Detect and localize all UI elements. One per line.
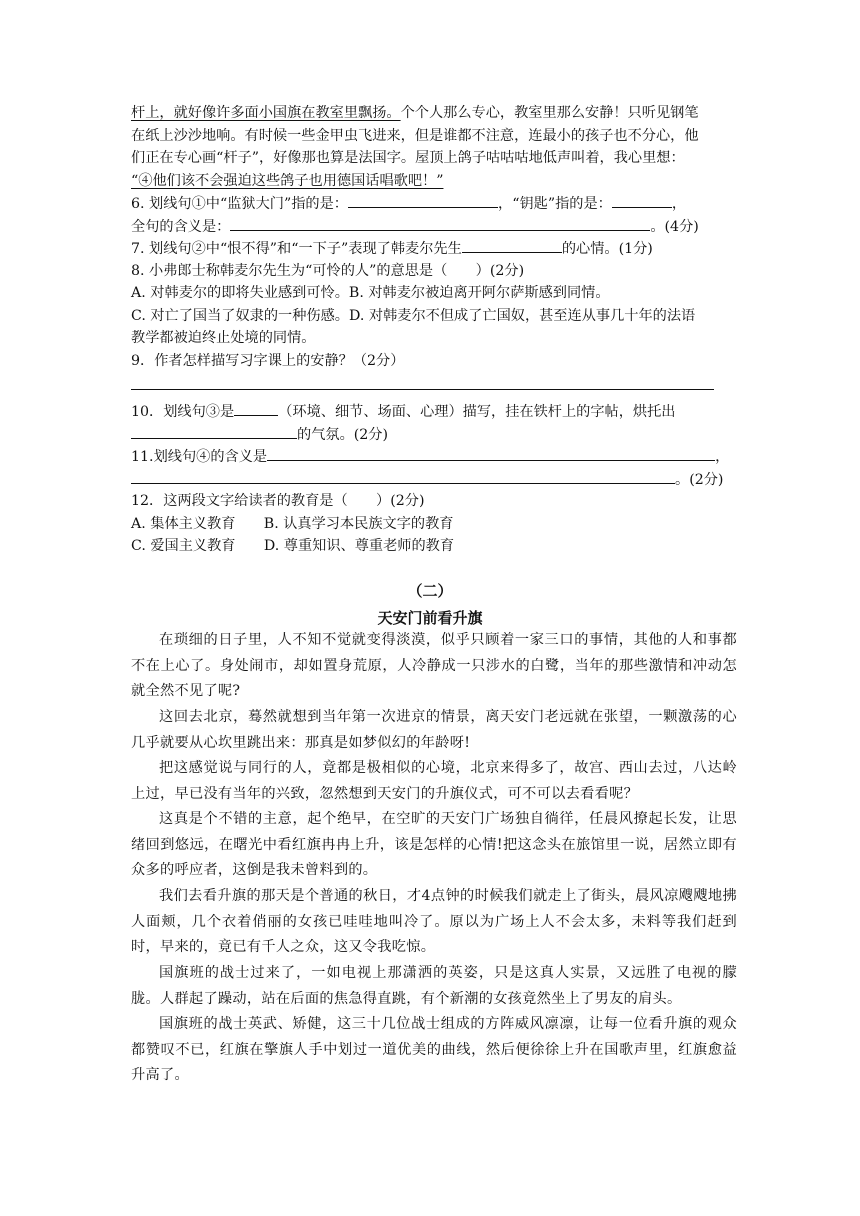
article-title: 天安门前看升旗 xyxy=(377,609,483,627)
question-12-option-cd: C. 爱国主义教育 D. 尊重知识、尊重老师的教育 xyxy=(131,538,455,554)
question-7: 7. 划线句②中“恨不得”和“一下子”表现了韩麦尔先生 的心情。(1分) xyxy=(131,237,731,260)
question-12: 12．这两段文字给读者的教育是（ ）(2分) xyxy=(131,493,425,509)
question-10-cont: 的气氛。(2分) xyxy=(131,423,731,446)
article-paragraph-1: 在琐细的日子里，人不知不觉就变得淡漠，似乎只顾着一家三口的事情，其他的人和事都不在上心了。身处闹市，却如置身荒原，人冷静成一只涉水的白鹭，当年的那些激情和冲动怎就全然不见了呢? xyxy=(131,632,737,700)
passage-tail xyxy=(131,102,731,192)
question-11: 11.划线句④的含义是 ， xyxy=(131,445,731,468)
passage-line: 们正在专心画“杆子”，好像那也算是法国字。屋顶上鸽子咕咕咕地低声叫着，我心里想： xyxy=(131,150,685,166)
question-8: 8. 小弗郎士称韩麦尔先生为“可怜的人”的意思是（ ）(2分) xyxy=(131,262,525,279)
article-paragraph-5: 我们去看升旗的那天是个普通的秋日，才4点钟的时候我们就走上了街头，晨风凉飕飕地拂人面颊，几个衣着俏丽的女孩已哇哇地叫冷了。原以为广场上人不会太多，未料等我们赶到时，早来的，竟已有千人之众，这又令我吃惊。 xyxy=(131,888,737,956)
questions-block xyxy=(131,192,731,372)
section-number: （二） xyxy=(407,582,453,600)
question-8-option-ab: A. 对韩麦尔的即将失业感到可怜。B. 对韩麦尔被迫离开阿尔萨斯感到同情。 xyxy=(131,285,610,301)
answer-blank[interactable] xyxy=(234,400,278,416)
question-11-cont: 。(2分) xyxy=(131,468,731,491)
answer-line-q9[interactable] xyxy=(131,389,714,390)
underlined-sentence-3: 杆上，就好像许多面小国旗在教室里飘扬。 xyxy=(131,105,401,121)
underlined-sentence-4: “④他们该不会强迫这些鸽子也用德国话唱歌吧！” xyxy=(131,172,444,189)
question-8-option-cd: C. 对亡了国当了奴隶的一种伤感。D. 对韩麦尔不但成了亡国奴，甚至连从事几十年的法语 xyxy=(131,307,696,324)
questions-block-2 xyxy=(131,400,731,558)
answer-blank[interactable] xyxy=(462,237,562,253)
question-6-meaning: 全句的含义是： 。(4分) xyxy=(131,215,731,238)
answer-blank[interactable] xyxy=(230,215,650,231)
answer-blank[interactable] xyxy=(131,468,675,484)
question-8-option-cd-cont: 教学都被迫终止处境的同情。 xyxy=(131,330,316,346)
passage-line: 杆上，就好像许多面小国旗在教室里飘扬。个个人那么专心，教室里那么安静！只听见钢笔 xyxy=(131,105,699,121)
question-12-option-ab: A. 集体主义教育 B. 认真学习本民族文字的教育 xyxy=(131,515,454,532)
article-paragraph-2: 这回去北京，蓦然就想到当年第一次进京的情景，离天安门老远就在张望，一颗激荡的心几乎就要从心坎里跳出来：那真是如梦似幻的年龄呀! xyxy=(131,709,737,751)
passage-line xyxy=(131,170,731,193)
article-paragraph-3: 把这感觉说与同行的人，竟都是极相似的心境，北京来得多了，故宫、西山去过，八达岭上过，早已没有当年的兴致，忽然想到天安门的升旗仪式，可不可以去看看呢？ xyxy=(131,760,737,802)
question-10: 10．划线句③是 （环境、细节、场面、心理）描写，挂在铁杆上的字帖，烘托出 xyxy=(131,400,731,423)
answer-blank[interactable] xyxy=(348,192,498,208)
question-9: 9．作者怎样描写习字课上的安静？（2分） xyxy=(131,352,405,369)
answer-blank[interactable] xyxy=(612,192,672,208)
article-paragraph-4: 这真是个不错的主意，起个绝早，在空旷的天安门广场独自徜徉，任晨风撩起长发，让思绪回到悠远，在曙光中看红旗冉冉上升，该是怎样的心情!把这念头在旅馆里一说，居然立即有众多的呼应者，这倒是我未曾料到的。 xyxy=(131,811,737,879)
question-6: 6. 划线句①中“监狱大门”指的是： ，“钥匙”指的是： ， xyxy=(131,192,731,215)
passage-line: 在纸上沙沙地响。有时候一些金甲虫飞进来，但是谁都不注意，连最小的孩子也不分心，他 xyxy=(131,127,699,144)
answer-blank[interactable] xyxy=(131,423,297,439)
answer-blank[interactable] xyxy=(267,445,715,461)
article-paragraph-6: 国旗班的战士过来了，一如电视上那潇洒的英姿，只是这真人实景，又远胜了电视的朦胧。人群起了躁动，站在后面的焦急得直跳，有个新潮的女孩竟然坐上了男友的肩头。 xyxy=(131,965,737,1007)
article-paragraph-7: 国旗班的战士英武、矫健，这三十几位战士组成的方阵威风凛凛，让每一位看升旗的观众都赞叹不已，红旗在擎旗人手中划过一道优美的曲线，然后便徐徐上升在国歌声里，红旗愈益升高了。 xyxy=(131,1016,737,1084)
